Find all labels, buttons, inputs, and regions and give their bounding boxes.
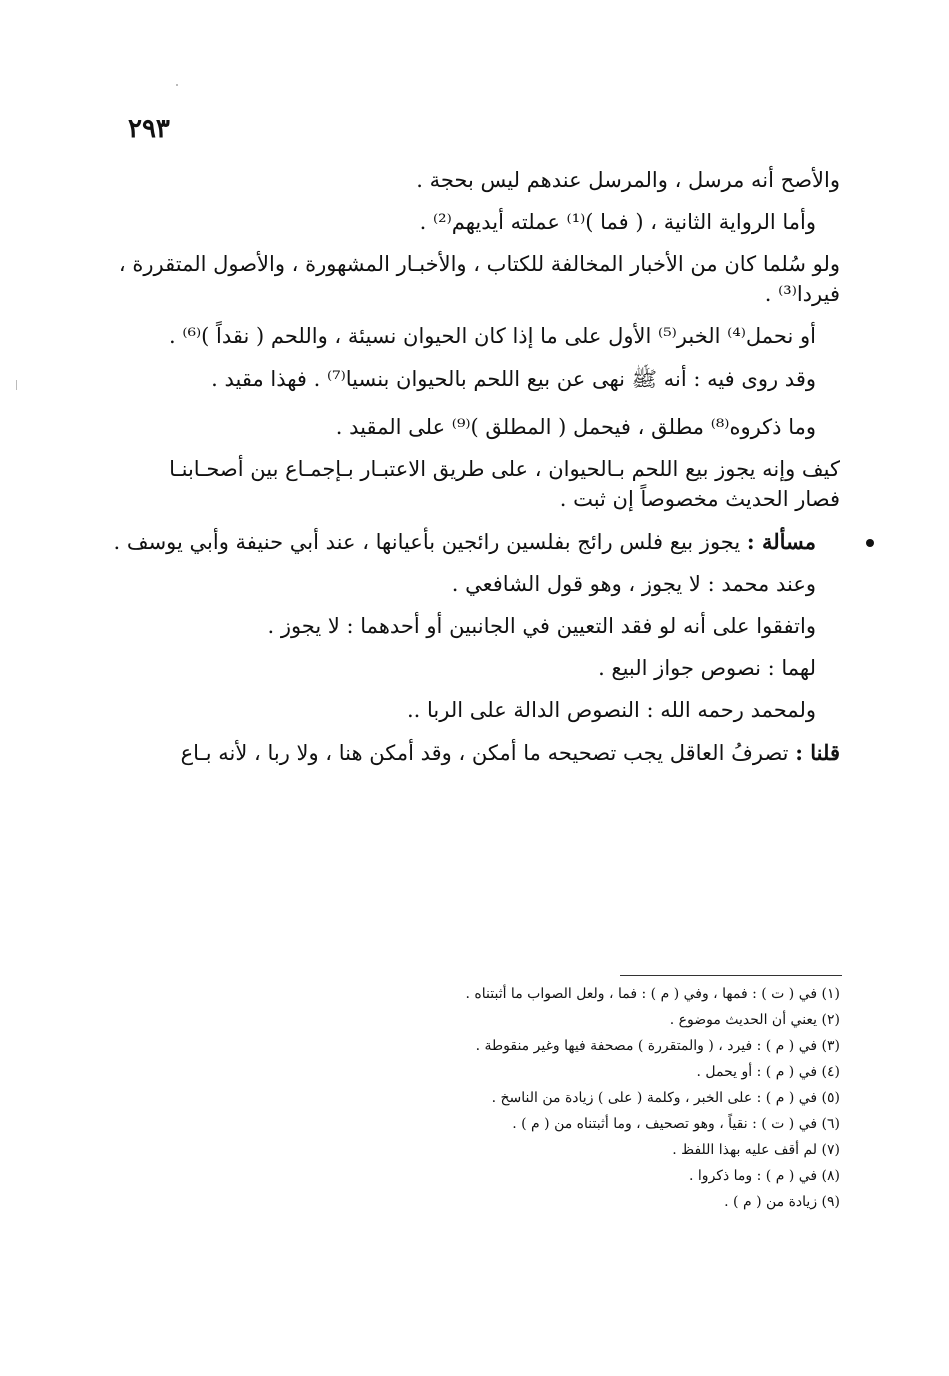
paragraph: أو نحمل⁽⁴⁾ الخبر⁽⁵⁾ الأول على ما إذا كان الحيوان نسيئة ، واللحم ( نقداً )⁽⁶⁾ . (169, 324, 816, 348)
footnote: (٦) في ( ت ) : نقياً ، وهو تصحيف ، وما أثبتناه من ( م ) . (512, 1116, 840, 1132)
paragraph: فصار الحديث مخصوصاً إن ثبت . (559, 487, 840, 511)
footnote: (٨) في ( م ) : وما ذكروا . (689, 1168, 840, 1184)
qulna-paragraph (140, 740, 840, 765)
footnote: (٩) زيادة من ( م ) . (724, 1194, 840, 1210)
masala-paragraph (113, 529, 840, 554)
paragraph: والأصح أنه مرسل ، والمرسل عندهم ليس بحجة . (416, 168, 840, 192)
scan-speck (16, 380, 17, 390)
paragraph: ولو سُلما كان من الأخبار المخالفة للكتاب ، والأخبـار المشهورة ، والأصول المتقررة ، (118, 252, 840, 276)
paragraph: لهما : نصوص جواز البيع . (598, 656, 816, 680)
footnote: (١) في ( ت ) : فمها ، وفي ( م ) : فما ، ولعل الصواب ما أثبتناه . (465, 986, 840, 1002)
page-number: ٢٩٣ (128, 114, 170, 144)
scan-speck (176, 84, 178, 86)
masala-text: يجوز بيع فلس رائج بفلسين رائجين بأعيانها ، عند أبي حنيفة وأبي يوسف . (113, 530, 741, 554)
paragraph: واتفقوا على أنه لو فقد التعيين في الجانبين أو أحدهما : لا يجوز . (267, 614, 816, 638)
paragraph: وما ذكروه⁽⁸⁾ مطلق ، فيحمل ( المطلق )⁽⁹⁾ على المقيد . (335, 415, 816, 439)
footnote: (٢) يعني أن الحديث موضوع . (669, 1012, 840, 1028)
footnote-divider (620, 975, 842, 976)
footnote: (٤) في ( م ) : أو يحمل . (696, 1064, 840, 1080)
masala-label: مسألة : (746, 529, 816, 554)
footnote: (٥) في ( م ) : على الخبر ، وكلمة ( على ) زيادة من الناسخ . (491, 1090, 840, 1106)
main-text (113, 168, 840, 765)
paragraph: كيف وإنه يجوز بيع اللحم بـالحيوان ، على طريق الاعتبـار بـإجمـاع بين أصحـابنـا (169, 457, 840, 481)
paragraph: وعند محمد : لا يجوز ، وهو قول الشافعي . (451, 572, 816, 596)
paragraph: وأما الرواية الثانية ، ( فما )⁽¹⁾ عملته أيديهم⁽²⁾ . (419, 210, 816, 234)
qulna-text: تصرفُ العاقل يجب تصحيحه ما أمكن ، وقد أمكن هنا ، ولا ربا ، لأنه بـاع (180, 741, 789, 765)
paragraph: ولمحمد رحمه الله : النصوص الدالة على الربا .. (406, 698, 816, 722)
footnote: (٧) لم أقف عليه بهذا اللفظ . (672, 1142, 840, 1158)
bullet-icon (866, 539, 874, 547)
footnotes (380, 986, 840, 1220)
footnote: (٣) في ( م ) : فيرد ، ( والمتقررة ) مصحفة فيها وغير منقوطة . (475, 1038, 840, 1054)
paragraph: وقد روى فيه : أنه ﷺ نهى عن بيع اللحم بالحيوان بنسيا⁽⁷⁾ . فهذا مقيد . (211, 367, 816, 391)
qulna-label: قلنا : (795, 740, 840, 765)
paragraph: فيردا⁽³⁾ . (764, 282, 840, 306)
